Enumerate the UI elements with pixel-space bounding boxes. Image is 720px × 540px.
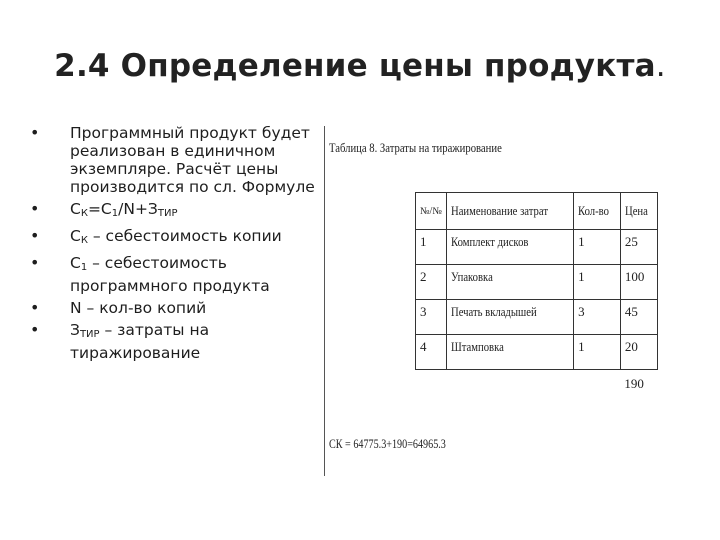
slide-title-dot: . [655, 48, 666, 84]
row-number: 4 [416, 335, 447, 370]
row-price: 45 [620, 300, 657, 335]
bullet-list [30, 124, 320, 366]
total-value: 190 [624, 376, 644, 391]
row-qty: 1 [574, 230, 621, 265]
bullet-intro-text: Программный продукт будет реализован в единичном экземпляре. Расчёт цены производится по сл. Формуле [70, 124, 315, 196]
row-price: 25 [620, 230, 657, 265]
formula-div-n: /N+З [118, 200, 158, 218]
formula-eq-c1: =С [87, 200, 112, 218]
header-price [620, 193, 657, 230]
row-name-text: Упаковка [450, 269, 493, 284]
row-price: 20 [620, 335, 657, 370]
table-row [416, 300, 658, 335]
row-number: 1 [416, 230, 447, 265]
formula-ck: С [70, 200, 81, 218]
table-header-row [416, 193, 658, 230]
table-total-row [416, 370, 658, 407]
row-qty: 1 [574, 265, 621, 300]
row-number: 2 [416, 265, 447, 300]
row-name [446, 265, 573, 300]
slide-title [0, 48, 720, 84]
row-number: 3 [416, 300, 447, 335]
total-spacer [574, 370, 621, 407]
total-spacer [446, 370, 573, 407]
slide-title-text: 2.4 Определение цены продукта [54, 48, 656, 84]
table-caption: Таблица 8. Затраты на тиражирование [329, 140, 502, 155]
row-name [446, 300, 573, 335]
n-definition: N – кол-во копий [70, 299, 207, 317]
ck-definition: – себестоимость копии [87, 227, 282, 245]
ck-symbol: С [70, 227, 81, 245]
row-qty: 3 [574, 300, 621, 335]
header-price-text: Цена [624, 203, 648, 218]
ztir-symbol: З [70, 321, 80, 339]
table-row [416, 335, 658, 370]
table-row [416, 265, 658, 300]
row-name-text: Штамповка [450, 339, 504, 354]
header-cost-name-text: Наименование затрат [450, 203, 548, 218]
result-formula: СК = 64775.3+190=64965.3 [329, 436, 446, 451]
bullet-formula [30, 200, 320, 223]
row-name [446, 230, 573, 265]
row-qty: 1 [574, 335, 621, 370]
bullet-n-def [30, 299, 320, 317]
bullet-ztir-def [30, 321, 320, 362]
ztir-sub: ТИР [79, 329, 100, 340]
ztir-definition: – затраты на тиражирование [70, 321, 210, 362]
replication-cost-table [415, 192, 658, 406]
header-number: №/№ [416, 193, 447, 230]
total-spacer [416, 370, 447, 407]
header-quantity [574, 193, 621, 230]
formula-c1-sub: 1 [111, 208, 119, 219]
row-name-text: Комплект дисков [450, 234, 529, 249]
bullet-intro [30, 124, 320, 196]
bullet-ck-def [30, 227, 320, 250]
ck-sub: К [80, 235, 88, 246]
c1-sub: 1 [80, 262, 88, 273]
formula-ztir-sub: ТИР [157, 208, 178, 219]
row-price: 100 [620, 265, 657, 300]
table-row [416, 230, 658, 265]
bullet-c1-def [30, 254, 320, 295]
row-name-text: Печать вкладышей [450, 304, 537, 319]
row-name [446, 335, 573, 370]
document-image [324, 126, 648, 476]
formula-ck-sub: К [80, 208, 88, 219]
header-cost-name [446, 193, 573, 230]
c1-definition: – себестоимость программного продукта [70, 254, 270, 295]
header-quantity-text: Кол-во [578, 203, 610, 218]
c1-symbol: С [70, 254, 81, 272]
